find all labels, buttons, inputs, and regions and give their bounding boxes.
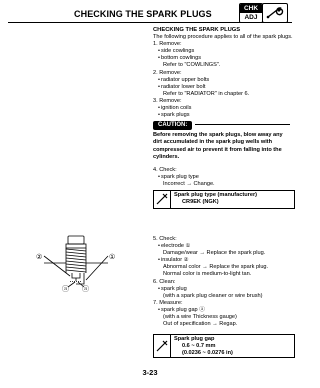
spec-box-plug-gap [153, 334, 295, 358]
page-number: 3-23 [142, 368, 158, 377]
caution-label: CAUTION: [153, 121, 192, 130]
step-7-note: Out of specification → Regap. [163, 321, 238, 328]
step-5-item: • electrode ① [153, 243, 293, 250]
step-7-note: (with a wire Thickness gauge) [163, 314, 237, 321]
step-4-note: Incorrect → Change. [163, 180, 215, 187]
step-2-item: • radiator upper bolts [153, 77, 293, 84]
step-2: 2. Remove: [153, 69, 182, 76]
intro-text: The following procedure applies to all of the spark plugs. [153, 34, 293, 41]
spec-heading: Spark plug type (manufacturer) [174, 192, 257, 198]
step-3-item: • spark plugs [153, 112, 293, 119]
step-4-item: • spark plug type [153, 174, 293, 181]
section-heading: CHECKING THE SPARK PLUGS [153, 27, 241, 33]
step-1-note: Refer to "COWLINGS". [163, 62, 221, 69]
step-2-item: • radiator lower bolt [153, 84, 293, 91]
chk-adj-badge [239, 3, 263, 23]
spark-plug-diagram [20, 232, 130, 292]
step-1: 1. Remove: [153, 41, 182, 48]
step-4: 4. Check: [153, 166, 177, 173]
step-1-item: • side cowlings [153, 48, 293, 55]
spec-value: (0.0236 ~ 0.0276 in) [182, 349, 233, 356]
header-rule [8, 22, 292, 23]
spec-box-plug-type [153, 190, 295, 209]
badge-top-label: CHK [240, 4, 262, 13]
spec-icon [154, 335, 171, 357]
procedure-column-lower [153, 236, 293, 328]
step-5-note: Abnormal color → Replace the spark plug. [163, 264, 269, 271]
caution-text: Before removing the spark plugs, blow away any dirt accumulated in the spark plug wells with compressed air to prevent it from falling into the cylinders. [153, 132, 283, 160]
step-3: 3. Remove: [153, 97, 182, 104]
caution-rule [195, 124, 290, 125]
step-6: 6. Clean: [153, 278, 176, 285]
step-7: 7. Measure: [153, 299, 183, 306]
step-1-item: • bottom cowlings [153, 55, 293, 62]
step-5: 5. Check: [153, 236, 177, 242]
spec-heading: Spark plug gap [174, 336, 215, 342]
step-3-item: • ignition coils [153, 105, 293, 112]
step-2-note: Refer to "RADIATOR" in chapter 6. [163, 90, 250, 97]
spec-value: CR9EK (NGK) [182, 198, 219, 205]
step-6-note: (with a spark plug cleaner or wire brush) [163, 292, 263, 299]
step-5-note: Damage/wear → Replace the spark plug. [163, 250, 266, 257]
label-gap-right: ⓐ [82, 285, 89, 292]
step-5-item: • insulator ② [153, 257, 293, 264]
step-5-note: Normal color is medium-to-light tan. [163, 271, 252, 278]
label-gap-left: ⓐ [62, 285, 69, 292]
spec-icon [154, 191, 171, 208]
page-title: CHECKING THE SPARK PLUGS [74, 9, 212, 19]
label-electrode: ① [109, 253, 116, 261]
badge-bottom-label: ADJ [240, 13, 262, 22]
step-6-item: • spark plug [153, 286, 293, 293]
spec-value: 0.6 ~ 0.7 mm [182, 342, 216, 349]
procedure-column [153, 27, 293, 188]
step-7-item: • spark plug gap ⓐ [153, 307, 293, 314]
wrench-icon [262, 3, 288, 23]
label-insulator: ② [36, 253, 43, 261]
